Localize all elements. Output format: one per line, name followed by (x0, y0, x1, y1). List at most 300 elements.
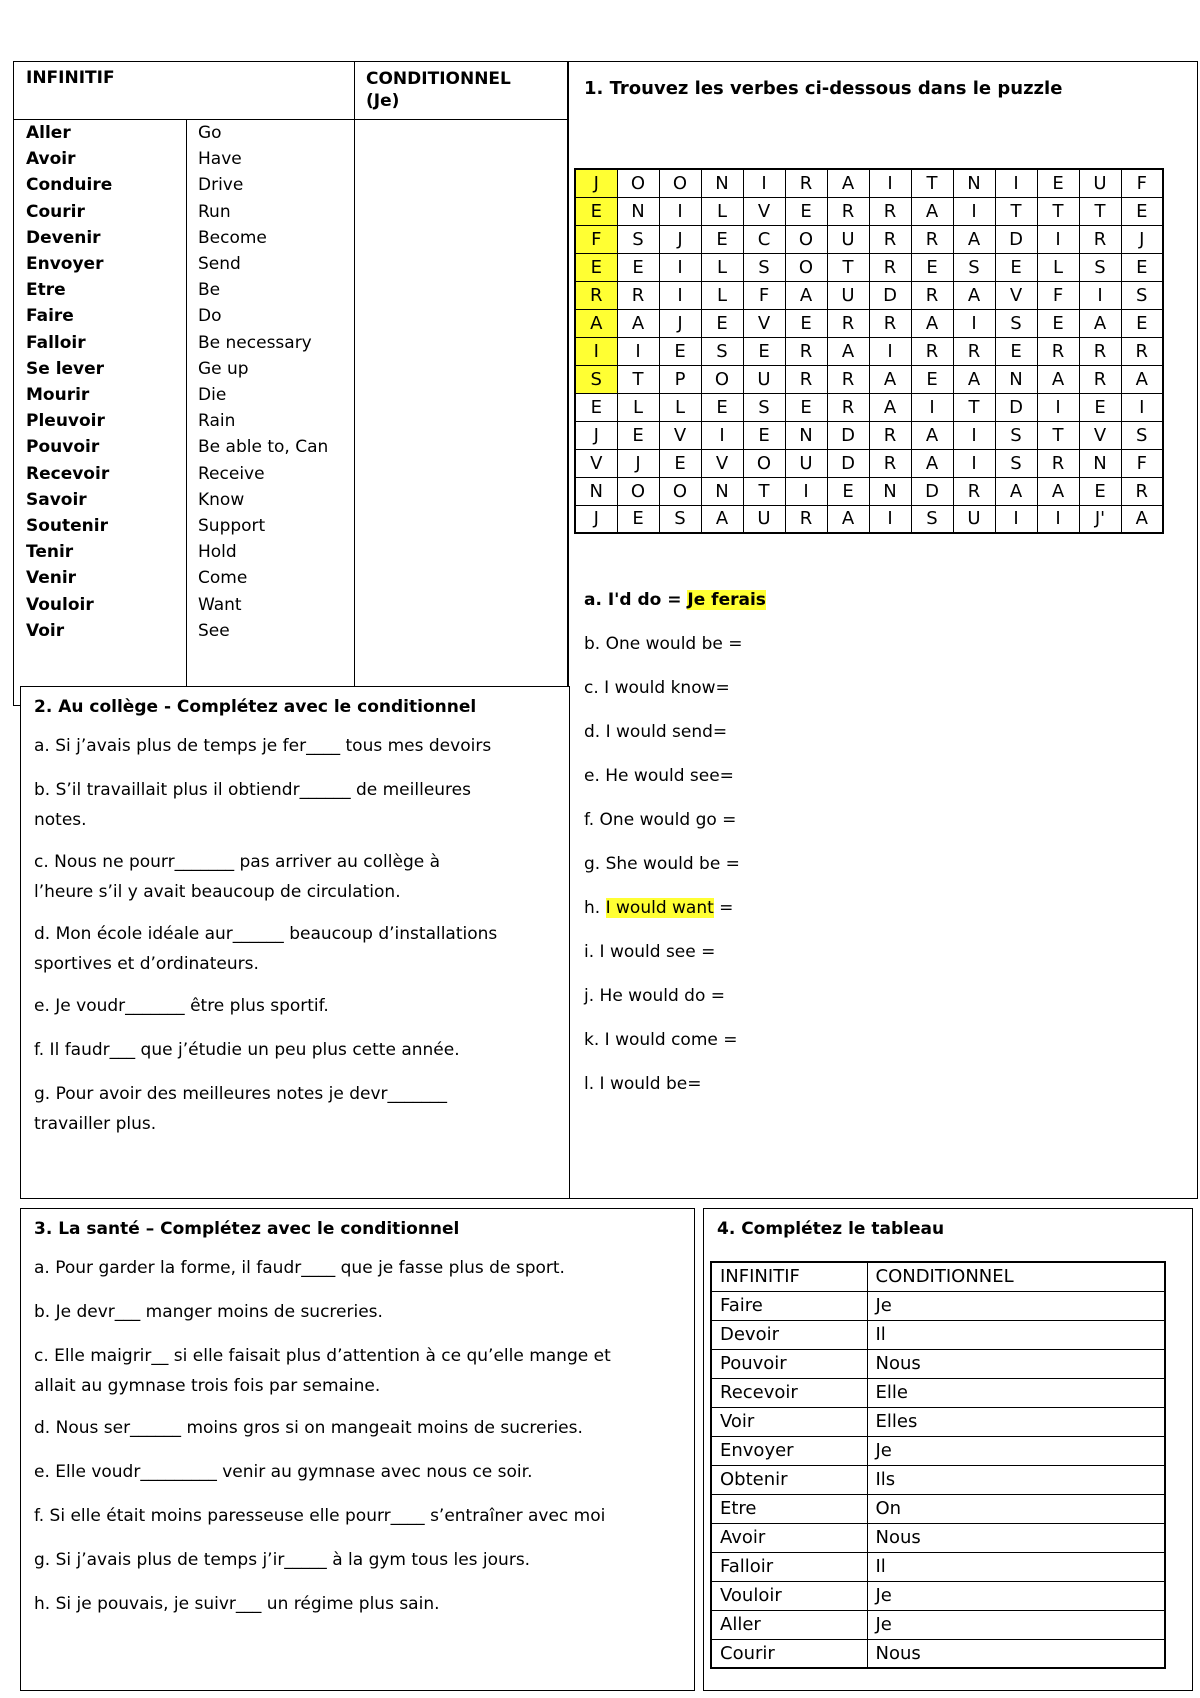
grid-cell: F (1121, 169, 1163, 197)
grid-cell: E (617, 421, 659, 449)
grid-cell: I (953, 197, 995, 225)
grid-cell: J (575, 169, 617, 197)
grid-cell: E (701, 225, 743, 253)
verb-translation: Die (198, 385, 227, 405)
grid-cell: R (1121, 477, 1163, 505)
conj-row (711, 1378, 1165, 1407)
verb-row (14, 434, 354, 462)
grid-cell: E (701, 393, 743, 421)
grid-cell: E (659, 449, 701, 477)
grid-cell: E (995, 337, 1037, 365)
grid-row (575, 449, 1163, 477)
grid-cell: U (785, 449, 827, 477)
grid-cell: E (785, 309, 827, 337)
verb-infinitive: Savoir (26, 489, 87, 510)
grid-cell: I (659, 281, 701, 309)
exercise-sentence: g. Pour avoir des meilleures notes je devr_______ travailler plus. (34, 1084, 448, 1134)
conj-pronoun: Elles (867, 1407, 1165, 1436)
conj-header-conditionnel: CONDITIONNEL (867, 1262, 1165, 1291)
grid-cell: L (1037, 253, 1079, 281)
verb-row (14, 461, 354, 489)
conj-infinitive: Falloir (711, 1552, 867, 1581)
grid-cell: A (785, 281, 827, 309)
grid-cell: I (995, 505, 1037, 533)
verb-row (14, 565, 354, 593)
grid-cell: E (911, 365, 953, 393)
exercise-sentence: h. Si je pouvais, je suivr___ un régime plus sain. (34, 1594, 440, 1614)
puzzle-question (584, 1074, 701, 1094)
question-answer: Je ferais (687, 590, 766, 610)
grid-row (575, 477, 1163, 505)
grid-cell: D (827, 449, 869, 477)
grid-cell: S (995, 421, 1037, 449)
grid-cell: N (701, 477, 743, 505)
verb-translation: Come (198, 568, 248, 589)
conj-row (711, 1610, 1165, 1639)
grid-cell: R (953, 337, 995, 365)
conjugation-table (710, 1261, 1166, 1669)
conj-row (711, 1407, 1165, 1436)
grid-cell: R (869, 309, 911, 337)
conj-row (711, 1494, 1165, 1523)
grid-cell: E (1079, 477, 1121, 505)
grid-cell: I (1037, 225, 1079, 253)
grid-cell: S (617, 225, 659, 253)
grid-cell: V (575, 449, 617, 477)
verb-row (14, 408, 354, 436)
grid-cell: S (995, 449, 1037, 477)
verb-translation: Go (198, 123, 222, 143)
conj-row (711, 1639, 1165, 1668)
verb-row (14, 120, 354, 148)
grid-cell: A (701, 505, 743, 533)
grid-cell: E (701, 309, 743, 337)
exercise-sentence: c. Nous ne pourr_______ pas arriver au collège à l’heure s’il y avait beaucoup de circulation. (34, 852, 441, 902)
verb-translation: Become (198, 227, 267, 248)
conj-infinitive: Voir (711, 1407, 867, 1436)
grid-cell: A (575, 309, 617, 337)
grid-cell: S (911, 505, 953, 533)
grid-cell: U (827, 225, 869, 253)
verb-infinitive: Devenir (26, 227, 101, 248)
grid-cell: J (659, 309, 701, 337)
grid-cell: S (1079, 253, 1121, 281)
verb-infinitive: Avoir (26, 149, 76, 170)
grid-cell: E (995, 253, 1037, 281)
verb-infinitive: Pleuvoir (26, 411, 105, 432)
verb-infinitive: Venir (26, 568, 77, 589)
grid-cell: T (953, 393, 995, 421)
grid-cell: A (617, 309, 659, 337)
conj-pronoun: Nous (867, 1639, 1165, 1668)
grid-cell: N (869, 477, 911, 505)
grid-cell: F (1121, 449, 1163, 477)
puzzle-question (584, 766, 734, 786)
conj-infinitive: Avoir (711, 1523, 867, 1552)
grid-cell: R (575, 281, 617, 309)
conj-row (711, 1436, 1165, 1465)
grid-cell: L (617, 393, 659, 421)
verb-translation: Run (198, 201, 231, 222)
grid-cell: U (953, 505, 995, 533)
question-prompt: d. I would send= (584, 722, 728, 742)
grid-cell: I (995, 169, 1037, 197)
grid-cell: R (827, 393, 869, 421)
grid-cell: T (995, 197, 1037, 225)
grid-cell: S (659, 505, 701, 533)
exercise-sentence: b. Je devr___ manger moins de sucreries. (34, 1302, 383, 1322)
exercise-sentence: c. Elle maigrir__ si elle faisait plus d’attention à ce qu’elle mange et allait au gymnase trois fois par semaine. (34, 1346, 611, 1396)
grid-cell: I (659, 197, 701, 225)
grid-row (575, 281, 1163, 309)
conj-header-row (711, 1262, 1165, 1291)
grid-cell: S (995, 309, 1037, 337)
grid-cell: R (911, 225, 953, 253)
question-prompt: j. He would do = (584, 986, 726, 1006)
grid-cell: I (701, 421, 743, 449)
grid-cell: R (785, 505, 827, 533)
grid-cell: V (659, 421, 701, 449)
section-2-title: 2. Au collège - Complétez avec le conditionnel (34, 697, 477, 717)
grid-cell: T (617, 365, 659, 393)
puzzle-section (568, 61, 1198, 1199)
grid-cell: J (659, 225, 701, 253)
verb-row (14, 277, 354, 305)
grid-cell: R (617, 281, 659, 309)
puzzle-question (584, 854, 740, 874)
grid-cell: L (701, 197, 743, 225)
verb-row (14, 146, 354, 174)
word-search-grid (574, 168, 1164, 534)
exercise-sentence: e. Elle voudr_________ venir au gymnase avec nous ce soir. (34, 1462, 533, 1482)
grid-cell: A (827, 169, 869, 197)
verb-infinitive: Recevoir (26, 463, 110, 484)
grid-cell: U (827, 281, 869, 309)
grid-cell: J' (1079, 505, 1121, 533)
grid-row (575, 337, 1163, 365)
grid-cell: R (1079, 225, 1121, 253)
conj-infinitive: Faire (711, 1291, 867, 1320)
grid-cell: I (953, 309, 995, 337)
grid-cell: I (953, 421, 995, 449)
grid-cell: I (617, 337, 659, 365)
verb-infinitive: Vouloir (26, 594, 94, 615)
verb-translation: Rain (198, 411, 236, 432)
grid-cell: I (869, 337, 911, 365)
grid-cell: J (617, 449, 659, 477)
verb-translation: Want (198, 594, 242, 615)
verb-infinitive: Faire (26, 306, 74, 327)
grid-cell: T (743, 477, 785, 505)
grid-cell: R (953, 477, 995, 505)
grid-row (575, 197, 1163, 225)
grid-cell: T (1037, 197, 1079, 225)
question-prompt: f. One would go = (584, 810, 737, 830)
grid-cell: N (1079, 449, 1121, 477)
grid-cell: R (1079, 365, 1121, 393)
exercise-sentence: b. S’il travaillait plus il obtiendr______ de meilleures notes. (34, 780, 471, 830)
grid-cell: P (659, 365, 701, 393)
verb-row (14, 225, 354, 253)
conj-pronoun: Nous (867, 1349, 1165, 1378)
conj-infinitive: Aller (711, 1610, 867, 1639)
grid-cell: R (827, 365, 869, 393)
grid-cell: I (659, 253, 701, 281)
grid-cell: S (953, 253, 995, 281)
exercise-sentence: a. Pour garder la forme, il faudr____ que je fasse plus de sport. (34, 1258, 565, 1278)
exercise-sentence: d. Mon école idéale aur______ beaucoup d’installations sportives et d’ordinateurs. (34, 924, 498, 974)
verb-infinitive: Conduire (26, 175, 113, 196)
grid-cell: J (1121, 225, 1163, 253)
conj-row (711, 1291, 1165, 1320)
grid-row (575, 225, 1163, 253)
grid-cell: A (911, 421, 953, 449)
verb-table-header (14, 62, 567, 120)
grid-cell: A (911, 197, 953, 225)
grid-cell: E (617, 505, 659, 533)
header-conditionnel: CONDITIONNEL (Je) (366, 69, 511, 111)
grid-cell: E (1037, 169, 1079, 197)
verb-list-table (13, 61, 568, 706)
header-infinitif: INFINITIF (26, 68, 115, 88)
grid-cell: O (743, 449, 785, 477)
verb-infinitive: Voir (26, 620, 65, 641)
question-prompt: l. I would be= (584, 1074, 702, 1094)
puzzle-question (584, 942, 715, 962)
verb-translation: See (198, 620, 230, 641)
grid-cell: U (1079, 169, 1121, 197)
conj-pronoun: Je (867, 1581, 1165, 1610)
conj-infinitive: Vouloir (711, 1581, 867, 1610)
grid-cell: F (743, 281, 785, 309)
grid-cell: S (743, 253, 785, 281)
grid-cell: O (785, 225, 827, 253)
grid-cell: R (785, 365, 827, 393)
grid-cell: E (617, 253, 659, 281)
conj-infinitive: Envoyer (711, 1436, 867, 1465)
grid-cell: O (701, 365, 743, 393)
verb-row (14, 382, 354, 410)
grid-cell: I (953, 449, 995, 477)
conj-infinitive: Etre (711, 1494, 867, 1523)
grid-row (575, 309, 1163, 337)
conj-pronoun: On (867, 1494, 1165, 1523)
grid-cell: E (785, 197, 827, 225)
question-prompt: e. He would see= (584, 766, 734, 786)
grid-cell: R (1121, 337, 1163, 365)
grid-row (575, 393, 1163, 421)
verb-infinitive: Se lever (26, 358, 105, 379)
grid-cell: D (995, 393, 1037, 421)
grid-cell: R (869, 225, 911, 253)
grid-cell: A (995, 477, 1037, 505)
section-4-tableau (703, 1208, 1193, 1691)
grid-cell: J (575, 421, 617, 449)
grid-cell: A (911, 449, 953, 477)
grid-cell: E (1079, 393, 1121, 421)
grid-cell: O (659, 477, 701, 505)
conj-pronoun: Nous (867, 1523, 1165, 1552)
section-3-sante (20, 1208, 695, 1691)
grid-cell: A (827, 505, 869, 533)
verb-translation: Be necessary (198, 332, 312, 353)
section-4-title: 4. Complétez le tableau (717, 1219, 945, 1239)
grid-cell: V (743, 197, 785, 225)
grid-cell: N (785, 421, 827, 449)
conj-header-infinitif: INFINITIF (711, 1262, 867, 1291)
grid-cell: A (1037, 477, 1079, 505)
conj-pronoun: Il (867, 1552, 1165, 1581)
grid-cell: J (575, 505, 617, 533)
puzzle-question (584, 678, 730, 698)
verb-row (14, 330, 354, 358)
grid-cell: E (575, 253, 617, 281)
conj-infinitive: Pouvoir (711, 1349, 867, 1378)
grid-cell: I (869, 505, 911, 533)
conj-infinitive: Devoir (711, 1320, 867, 1349)
grid-cell: R (869, 197, 911, 225)
grid-cell: A (1121, 365, 1163, 393)
verb-row (14, 487, 354, 515)
question-prompt: a. I'd do = (584, 590, 688, 610)
verb-row (14, 618, 354, 646)
grid-cell: O (617, 477, 659, 505)
question-suffix: = (713, 898, 734, 918)
verb-row (14, 539, 354, 567)
grid-cell: R (869, 421, 911, 449)
verb-translation: Send (198, 254, 241, 274)
grid-cell: S (1121, 281, 1163, 309)
conj-pronoun: Je (867, 1610, 1165, 1639)
grid-cell: E (785, 393, 827, 421)
grid-cell: O (659, 169, 701, 197)
conj-pronoun: Je (867, 1291, 1165, 1320)
verb-translation: Ge up (198, 358, 249, 379)
grid-cell: L (701, 253, 743, 281)
grid-cell: F (1037, 281, 1079, 309)
grid-row (575, 253, 1163, 281)
grid-cell: V (1079, 421, 1121, 449)
grid-cell: I (869, 169, 911, 197)
grid-cell: A (869, 365, 911, 393)
question-prompt: g. She would be = (584, 854, 740, 874)
section-3-title: 3. La santé – Complétez avec le conditionnel (34, 1219, 460, 1239)
puzzle-question (584, 810, 736, 830)
grid-cell: T (827, 253, 869, 281)
exercise-sentence: a. Si j’avais plus de temps je fer____ tous mes devoirs (34, 736, 492, 756)
grid-cell: A (953, 281, 995, 309)
verb-infinitive: Soutenir (26, 516, 108, 536)
puzzle-question (584, 590, 766, 610)
verb-row (14, 199, 354, 227)
grid-cell: V (743, 309, 785, 337)
conj-row (711, 1465, 1165, 1494)
puzzle-question (584, 898, 733, 918)
grid-cell: D (869, 281, 911, 309)
grid-cell: I (911, 393, 953, 421)
grid-cell: E (575, 197, 617, 225)
grid-cell: I (1121, 393, 1163, 421)
puzzle-question (584, 986, 725, 1006)
conj-row (711, 1320, 1165, 1349)
verb-row (14, 303, 354, 331)
grid-row (575, 365, 1163, 393)
grid-cell: N (953, 169, 995, 197)
grid-cell: I (1037, 393, 1079, 421)
section-2-college (20, 686, 570, 1199)
verb-row (14, 172, 354, 200)
grid-cell: I (743, 169, 785, 197)
grid-row (575, 505, 1163, 533)
question-prompt: h. (584, 898, 606, 918)
grid-cell: R (827, 197, 869, 225)
grid-cell: E (827, 477, 869, 505)
grid-cell: A (953, 365, 995, 393)
verb-translation: Receive (198, 463, 265, 484)
grid-cell: A (827, 337, 869, 365)
grid-cell: D (827, 421, 869, 449)
verb-row (14, 356, 354, 384)
grid-cell: O (785, 253, 827, 281)
grid-cell: R (911, 337, 953, 365)
column-divider (354, 62, 355, 705)
grid-cell: A (1121, 505, 1163, 533)
verb-translation: Do (198, 306, 222, 327)
grid-cell: R (785, 337, 827, 365)
puzzle-question (584, 722, 727, 742)
grid-cell: A (869, 393, 911, 421)
grid-cell: S (1121, 421, 1163, 449)
verb-infinitive: Aller (26, 123, 71, 143)
grid-cell: S (575, 365, 617, 393)
verb-row (14, 592, 354, 620)
conj-pronoun: Il (867, 1320, 1165, 1349)
verb-infinitive: Envoyer (26, 254, 104, 274)
question-prompt: b. One would be = (584, 634, 743, 654)
conj-row (711, 1581, 1165, 1610)
grid-cell: D (911, 477, 953, 505)
grid-cell: S (701, 337, 743, 365)
grid-cell: E (659, 337, 701, 365)
grid-cell: U (743, 505, 785, 533)
exercise-sentence: d. Nous ser______ moins gros si on mangeait moins de sucreries. (34, 1418, 583, 1438)
grid-cell: E (743, 337, 785, 365)
grid-cell: R (785, 169, 827, 197)
verb-translation: Drive (198, 175, 244, 196)
exercise-sentence: f. Si elle était moins paresseuse elle pourr____ s’entraîner avec moi (34, 1506, 606, 1526)
verb-row (14, 251, 354, 279)
verb-translation: Know (198, 489, 245, 510)
grid-cell: S (743, 393, 785, 421)
grid-cell: R (869, 449, 911, 477)
grid-cell: N (995, 365, 1037, 393)
grid-cell: R (1079, 337, 1121, 365)
grid-cell: T (1079, 197, 1121, 225)
grid-cell: F (575, 225, 617, 253)
conj-infinitive: Recevoir (711, 1378, 867, 1407)
puzzle-question (584, 634, 743, 654)
grid-cell: N (575, 477, 617, 505)
grid-cell: R (1037, 337, 1079, 365)
question-prompt: c. I would know= (584, 678, 730, 698)
verb-translation: Support (198, 516, 266, 536)
grid-cell: A (1079, 309, 1121, 337)
conj-row (711, 1552, 1165, 1581)
conj-row (711, 1349, 1165, 1378)
grid-cell: E (1121, 253, 1163, 281)
grid-cell: E (1121, 197, 1163, 225)
grid-cell: A (953, 225, 995, 253)
